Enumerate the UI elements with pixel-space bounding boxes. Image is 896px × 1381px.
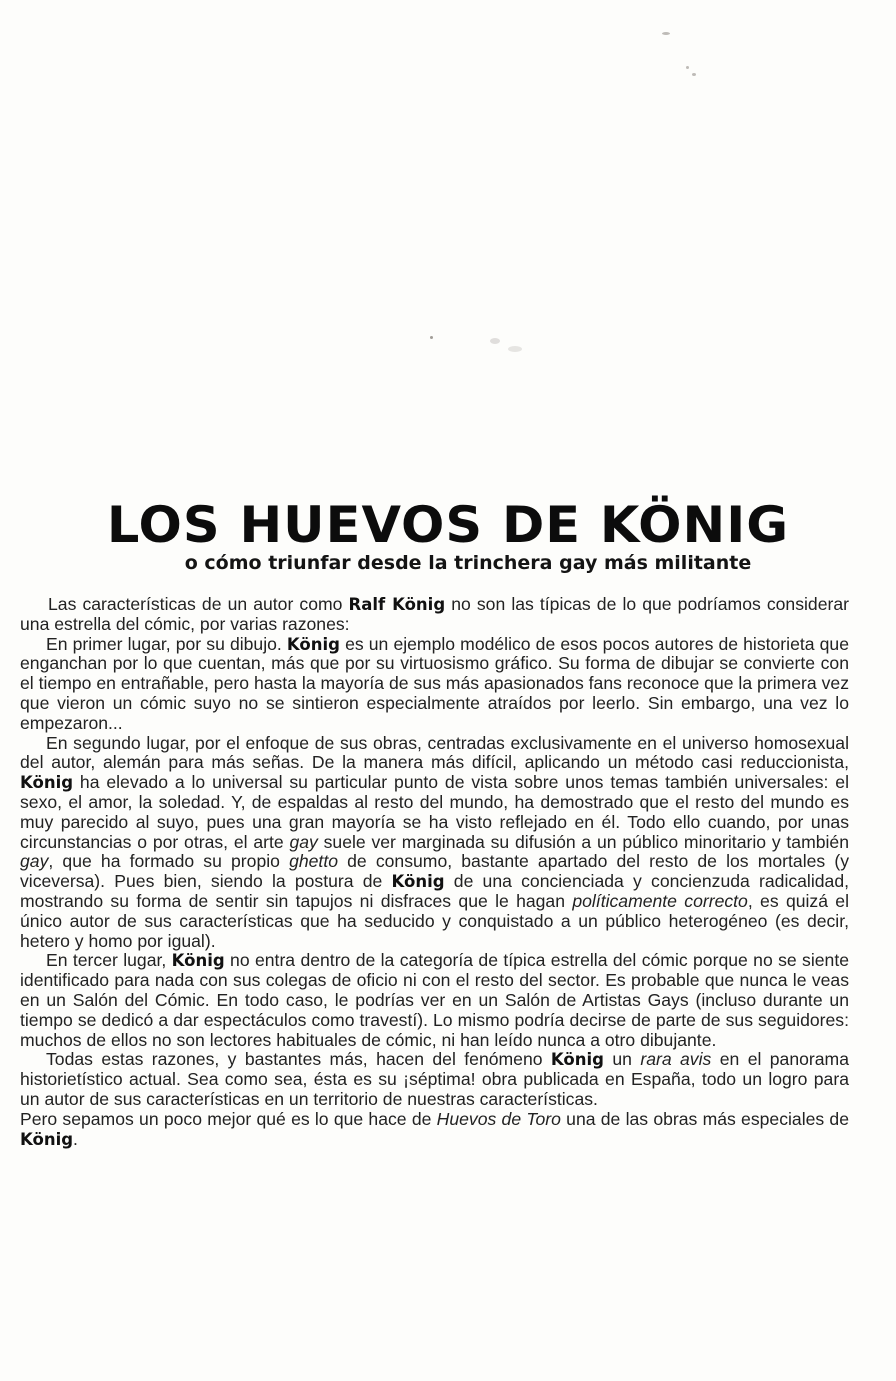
italic-term: rara avis <box>640 1049 712 1070</box>
text-run: no son las típicas de lo que podríamos considerar una estrella del cómic, por varias razones: <box>20 594 849 634</box>
text-run: de consumo, bastante apartado del resto de los mortales (y viceversa). Pues bien, siendo la postura de <box>20 851 849 892</box>
paragraph-intro <box>20 595 849 635</box>
author-name-bold: König <box>20 1129 74 1149</box>
article-title: LOS HUEVOS DE KÖNIG <box>106 496 790 554</box>
scan-speck <box>692 73 696 76</box>
text-run: En tercer lugar, <box>46 950 172 971</box>
article-body <box>20 595 849 1149</box>
paragraph-closing <box>20 1110 849 1150</box>
text-run: Todas estas razones, y bastantes más, hacen del fenómeno <box>46 1049 551 1070</box>
text-run: un <box>603 1049 641 1070</box>
italic-term: gay <box>20 851 49 872</box>
author-name-bold: König <box>171 951 225 971</box>
italic-term: políticamente correcto <box>572 890 748 911</box>
text-run: En segundo lugar, por el enfoque de sus obras, centradas exclusivamente en el universo homosexual del autor, alemán para más señas. De la manera más difícil, aplicando un método casi reduccionista, <box>20 732 849 773</box>
paragraph-summary <box>20 1050 849 1109</box>
scan-speck <box>662 32 670 35</box>
author-name-bold: König <box>550 1050 604 1070</box>
text-run: , es quizá el único autor de sus características que ha seducido y conquistado a un público heterogéneo (es decir, hetero y homo por igual). <box>20 890 850 951</box>
scan-speck <box>508 346 522 352</box>
author-name-bold: König <box>391 872 445 892</box>
text-run: Pero sepamos un poco mejor qué es lo que hace de <box>20 1108 437 1129</box>
text-run: . <box>73 1128 78 1149</box>
author-name-bold: Ralf König <box>348 595 446 614</box>
article-subtitle: o cómo triunfar desde la trinchera gay más militante <box>184 552 752 574</box>
text-run: , que ha formado su propio <box>48 851 290 872</box>
italic-term: ghetto <box>289 851 338 872</box>
scan-speck <box>430 336 433 339</box>
text-run: En primer lugar, por su dibujo. <box>46 633 287 654</box>
paragraph-first-reason <box>20 635 849 734</box>
paragraph-second-reason <box>20 734 849 952</box>
text-run: suele ver marginada su difusión a un público minoritario y también <box>317 831 850 852</box>
text-run: ha elevado a lo universal su particular punto de vista sobre unos temas también universales: el sexo, el amor, la soledad. Y, de espaldas al resto del mundo, ha demostrado que el resto del mundo es muy parecido al suyo, pues una gran mayoría se ha visto reflejado en él. Todo ello cuando, por unas circunstancias o por otras, el arte <box>20 772 849 852</box>
author-name-bold: König <box>286 634 340 654</box>
scan-speck <box>686 66 689 69</box>
author-name-bold: König <box>20 773 74 793</box>
paragraph-third-reason <box>20 951 849 1050</box>
text-run: no entra dentro de la categoría de típica estrella del cómic porque no se siente identificado para nada con sus colegas de oficio ni con el resto del sector. Es probable que nunca le veas en un Salón del Cómic. En todo caso, le podrías ver en un Salón de Artistas Gays (incluso durante un tiempo se dedicó a dar espectáculos como travestí). Lo mismo podría decirse de parte de sus seguidores: muchos de ellos no son lectores habituales de cómic, ni han leído nunca a otro dibujante. <box>20 950 850 1050</box>
text-run: Las características de un autor como <box>48 594 349 614</box>
text-run: una de las obras más especiales de <box>560 1108 850 1129</box>
italic-term: gay <box>289 831 318 852</box>
text-run: en el panorama historietístico actual. Sea como sea, ésta es su ¡séptima! obra publicada en España, todo un logro para un autor de sus características en un territorio de nuestras características. <box>20 1049 850 1109</box>
italic-term: Huevos de Toro <box>436 1108 561 1129</box>
scan-speck <box>490 338 500 344</box>
text-run: es un ejemplo modélico de esos pocos autores de historieta que enganchan por lo que cuentan, más que por su virtuosismo gráfico. Su forma de dibujar se convierte con el tiempo en entrañable, pero hasta la mayoría de sus más apasionados fans reconoce que la primera vez que vieron un cómic suyo no se sintieron especialmente atraídos por leerlo. Sin embargo, una vez lo empezaron... <box>20 633 849 733</box>
text-run: de una concienciada y concienzuda radicalidad, mostrando su forma de sentir sin tapujos ni disfraces que le hagan <box>20 871 849 911</box>
